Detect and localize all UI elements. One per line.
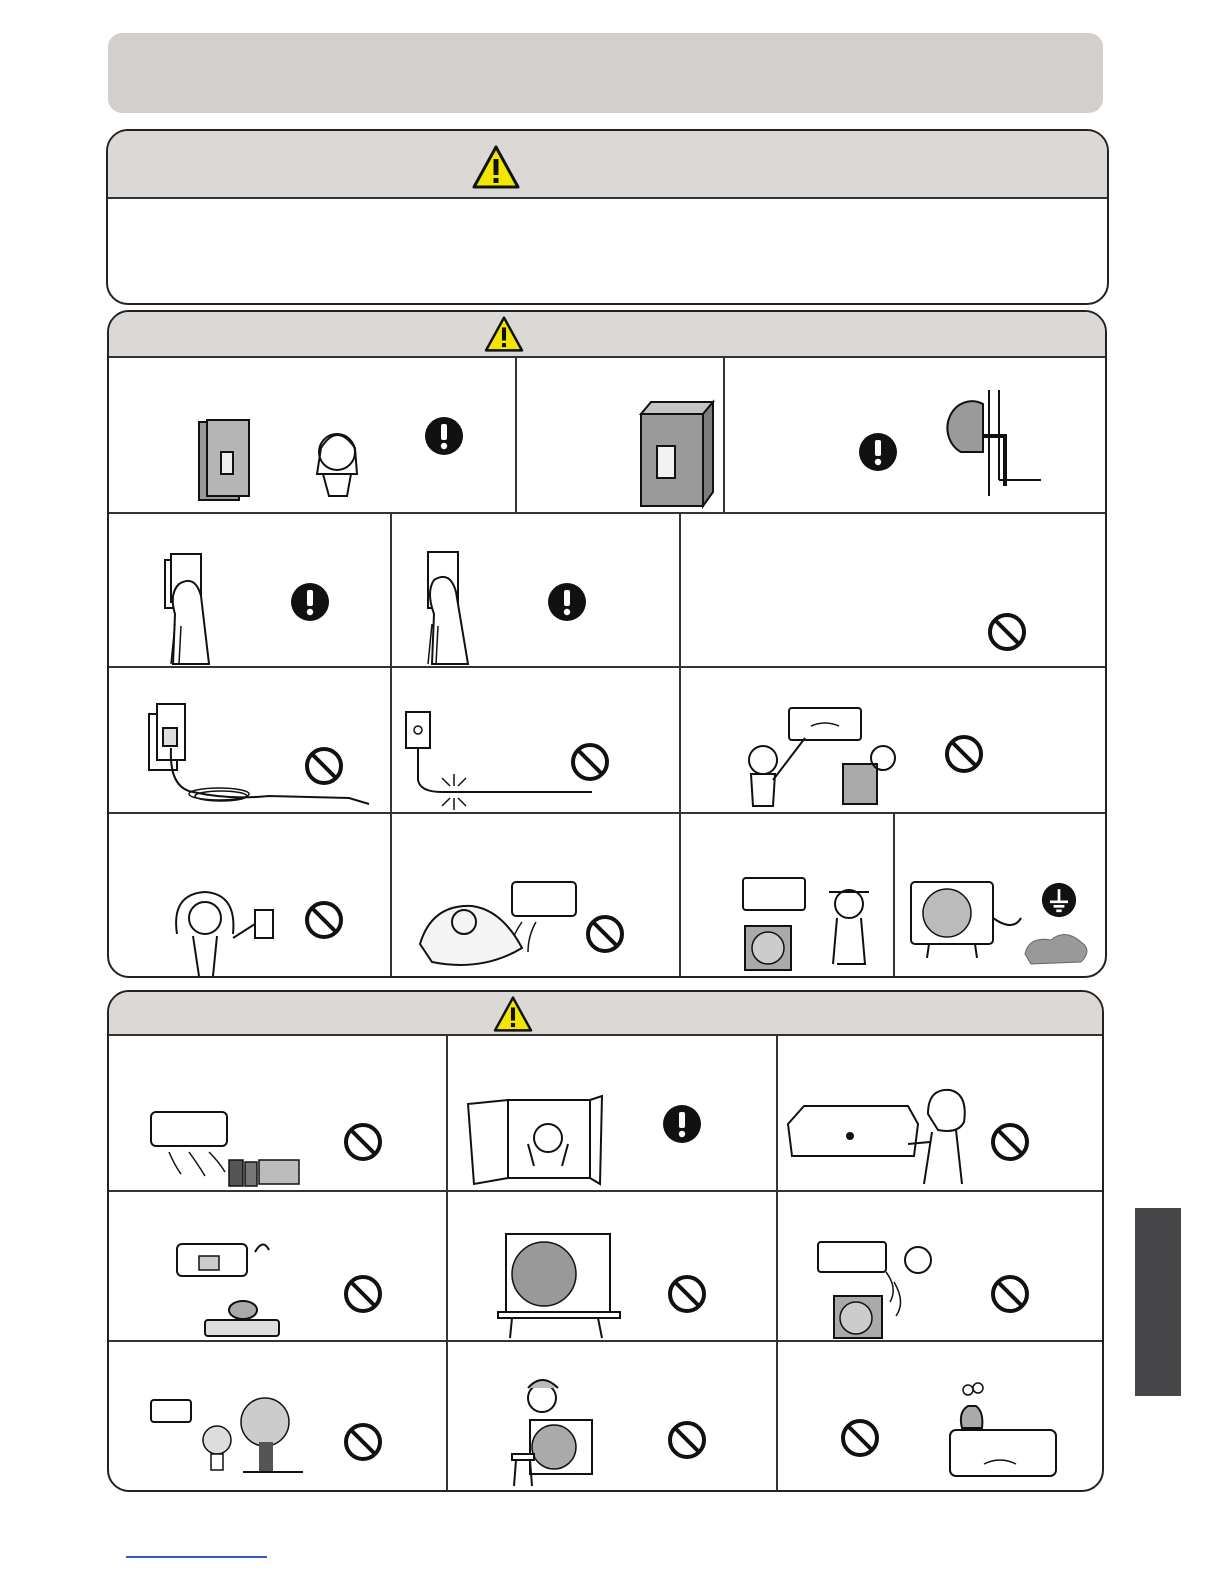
person-socket-illustration — [109, 814, 392, 976]
unit-spray-illustration — [778, 1192, 1102, 1342]
page-title-bar — [108, 33, 1103, 113]
warning-cell-unplug — [109, 514, 392, 668]
notice-panel-header — [108, 131, 1107, 199]
warning-cell-baby-airflow — [392, 814, 681, 976]
no-symbol-icon — [585, 914, 625, 954]
caution-cell-vase — [778, 1342, 1102, 1490]
section-side-tab — [1135, 1208, 1181, 1396]
no-symbol-icon — [343, 1122, 383, 1162]
warning-cell-children-poking — [681, 668, 1105, 814]
caution-cell-food-airflow — [109, 1034, 448, 1192]
wall-pipe-illustration — [725, 356, 1105, 514]
no-symbol-icon — [990, 1274, 1030, 1314]
warning-cell-coiled-cord — [109, 668, 392, 814]
breaker-illustration — [517, 356, 725, 514]
warning-triangle-icon — [493, 996, 533, 1037]
caution-cell-plants — [109, 1342, 448, 1490]
warning-cell-person-waving — [681, 814, 895, 976]
no-symbol-icon — [570, 742, 610, 782]
warning-triangle-icon — [484, 316, 524, 357]
child-climbing-illustration — [448, 1342, 778, 1490]
warning-cell-breaker-person — [109, 356, 517, 514]
unit-food-illustration — [109, 1034, 448, 1192]
caution-cell-spraying — [778, 1192, 1102, 1342]
exclamation-circle-icon — [662, 1104, 702, 1144]
caution-cell-hand-outlet — [778, 1034, 1102, 1192]
warning-triangle-icon — [472, 145, 520, 194]
exclamation-circle-icon — [858, 432, 898, 472]
ground-symbol-icon — [1041, 882, 1077, 918]
window-illustration — [448, 1034, 778, 1192]
no-symbol-icon — [304, 900, 344, 940]
exclamation-circle-icon — [424, 416, 464, 456]
no-symbol-icon — [840, 1418, 880, 1458]
unit-stand-illustration — [448, 1192, 778, 1342]
no-symbol-icon — [343, 1422, 383, 1462]
no-symbol-icon — [343, 1274, 383, 1314]
unit-hand-illustration — [778, 1034, 1102, 1192]
warning-cell-plug-in — [392, 514, 681, 668]
footer-link-underline — [126, 1556, 267, 1558]
baby-unit-illustration — [392, 814, 681, 976]
no-symbol-icon — [667, 1274, 707, 1314]
unit-plants-illustration — [109, 1342, 448, 1490]
notice-panel — [106, 129, 1109, 305]
caution-cell-weak-stand — [448, 1192, 778, 1342]
caution-cell-climbing — [448, 1342, 778, 1490]
hand-plug-illustration — [109, 514, 392, 668]
no-symbol-icon — [944, 734, 984, 774]
no-symbol-icon — [987, 612, 1027, 652]
coiled-cord-illustration — [109, 668, 392, 814]
unit-vase-illustration — [778, 1342, 1102, 1490]
warning-cell-grounded-unit — [895, 814, 1105, 976]
exclamation-circle-icon — [290, 582, 330, 622]
warning-cell-person-socket — [109, 814, 392, 976]
warning-panel-header — [109, 312, 1105, 358]
exclamation-circle-icon — [547, 582, 587, 622]
warning-panel — [107, 310, 1107, 978]
damaged-cord-illustration — [392, 668, 681, 814]
children-unit-illustration — [681, 668, 1105, 814]
unit-heater-illustration — [109, 1192, 448, 1342]
hand-plug-illustration — [392, 514, 681, 668]
caution-panel — [107, 990, 1104, 1492]
no-symbol-icon — [304, 746, 344, 786]
caution-cell-open-windows — [448, 1034, 778, 1192]
no-symbol-icon — [990, 1122, 1030, 1162]
no-symbol-icon — [667, 1420, 707, 1460]
warning-cell-text-prohibition — [681, 514, 1105, 668]
person-unit-illustration — [681, 814, 895, 976]
warning-cell-damaged-cord — [392, 668, 681, 814]
warning-cell-breaker — [517, 356, 725, 514]
warning-cell-wall-pipe — [725, 356, 1105, 514]
caution-cell-heater — [109, 1192, 448, 1342]
caution-panel-header — [109, 992, 1102, 1036]
